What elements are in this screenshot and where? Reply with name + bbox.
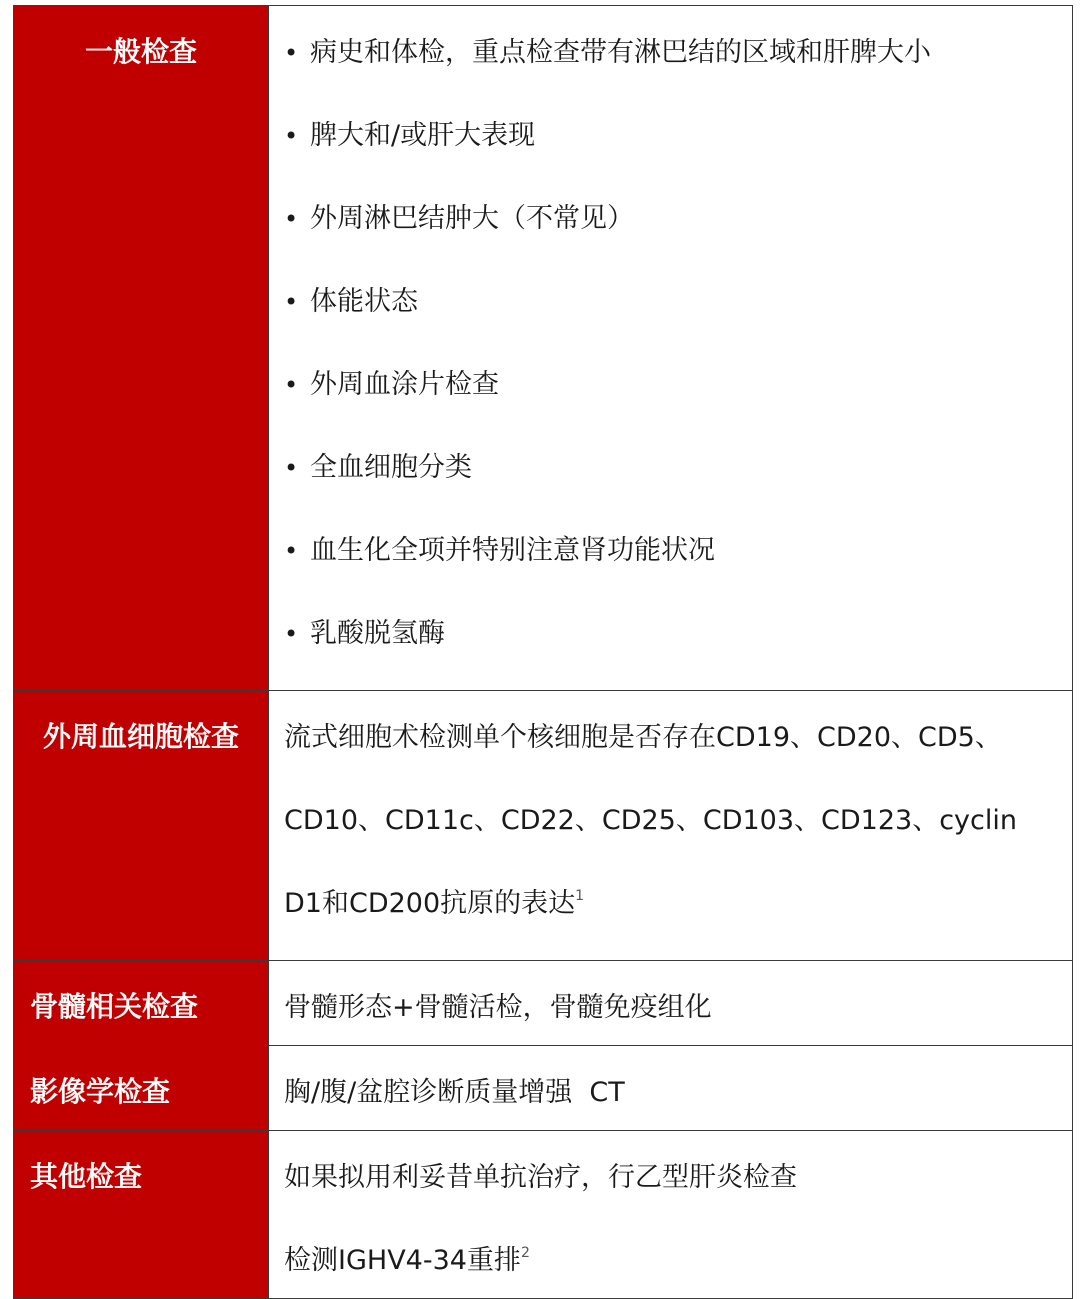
- list-item: [269, 103, 1072, 186]
- footnote-marker: 2: [520, 1245, 530, 1261]
- bullet-icon: •: [284, 454, 299, 482]
- exam-table: [13, 5, 1073, 1299]
- list-item-text: 全血细胞分类: [310, 452, 472, 483]
- footnote-marker: 1: [575, 888, 585, 904]
- list-item: [269, 601, 1072, 684]
- content-cell: [269, 691, 1073, 961]
- category-cell: [14, 6, 269, 691]
- bullet-list: [269, 6, 1072, 690]
- text-line: [284, 1228, 1062, 1292]
- list-item: [269, 435, 1072, 518]
- list-item: [269, 518, 1072, 601]
- table-row: [14, 6, 1073, 691]
- list-item: [269, 20, 1072, 103]
- content-cell: [269, 1046, 1073, 1131]
- content-cell: [269, 961, 1073, 1046]
- list-item: [269, 186, 1072, 269]
- bullet-icon: •: [284, 39, 299, 67]
- text-block: [269, 691, 1072, 960]
- category-label: 影像学检查: [30, 1075, 171, 1108]
- list-item-text: 体能状态: [310, 286, 418, 317]
- category-cell: [14, 961, 269, 1046]
- content-cell: [269, 6, 1073, 691]
- text-line: 胸/腹/盆腔诊断质量增强 CT: [284, 1077, 625, 1108]
- category-cell: [14, 1131, 269, 1299]
- text-block: [269, 1131, 1072, 1298]
- category-label: 骨髓相关检查: [30, 990, 199, 1023]
- category-label: 一般检查: [84, 35, 197, 68]
- list-item-text: 乳酸脱氢酶: [310, 618, 445, 649]
- list-item-text: 脾大和/或肝大表现: [310, 120, 536, 151]
- category-cell: [14, 691, 269, 961]
- list-item: [269, 269, 1072, 352]
- list-item-text: 外周淋巴结肿大（不常见）: [310, 203, 634, 234]
- bullet-icon: •: [284, 537, 299, 565]
- text-line: 如果拟用利妥昔单抗治疗，行乙型肝炎检查: [284, 1162, 797, 1193]
- table-row: [14, 961, 1073, 1046]
- text-line: 骨髓形态+骨髓活检，骨髓免疫组化: [284, 992, 712, 1023]
- content-cell: [269, 1131, 1073, 1299]
- text-line-content: 检测IGHV4-34重排: [284, 1245, 521, 1276]
- bullet-icon: •: [284, 371, 299, 399]
- bullet-icon: •: [284, 288, 299, 316]
- category-label: 外周血细胞检查: [42, 720, 239, 753]
- table-row: [14, 1131, 1073, 1299]
- text-line: 流式细胞术检测单个核细胞是否存在CD19、CD20、CD5、: [284, 722, 1002, 753]
- table-row: [14, 691, 1073, 961]
- table-row: [14, 1046, 1073, 1131]
- text-block: [269, 961, 1072, 1045]
- bullet-icon: •: [284, 122, 299, 150]
- list-item: [269, 352, 1072, 435]
- category-label: 其他检查: [30, 1160, 143, 1193]
- text-line-content: D1和CD200抗原的表达: [284, 888, 576, 919]
- category-cell: [14, 1046, 269, 1131]
- text-line: CD10、CD11c、CD22、CD25、CD103、CD123、cyclin: [284, 805, 1017, 836]
- list-item-text: 病史和体检，重点检查带有淋巴结的区域和肝脾大小: [310, 37, 931, 68]
- text-block: [269, 1046, 1072, 1130]
- list-item-text: 血生化全项并特别注意肾功能状况: [310, 535, 715, 566]
- list-item-text: 外周血涂片检查: [310, 369, 499, 400]
- bullet-icon: •: [284, 620, 299, 648]
- text-line: [284, 871, 1062, 954]
- bullet-icon: •: [284, 205, 299, 233]
